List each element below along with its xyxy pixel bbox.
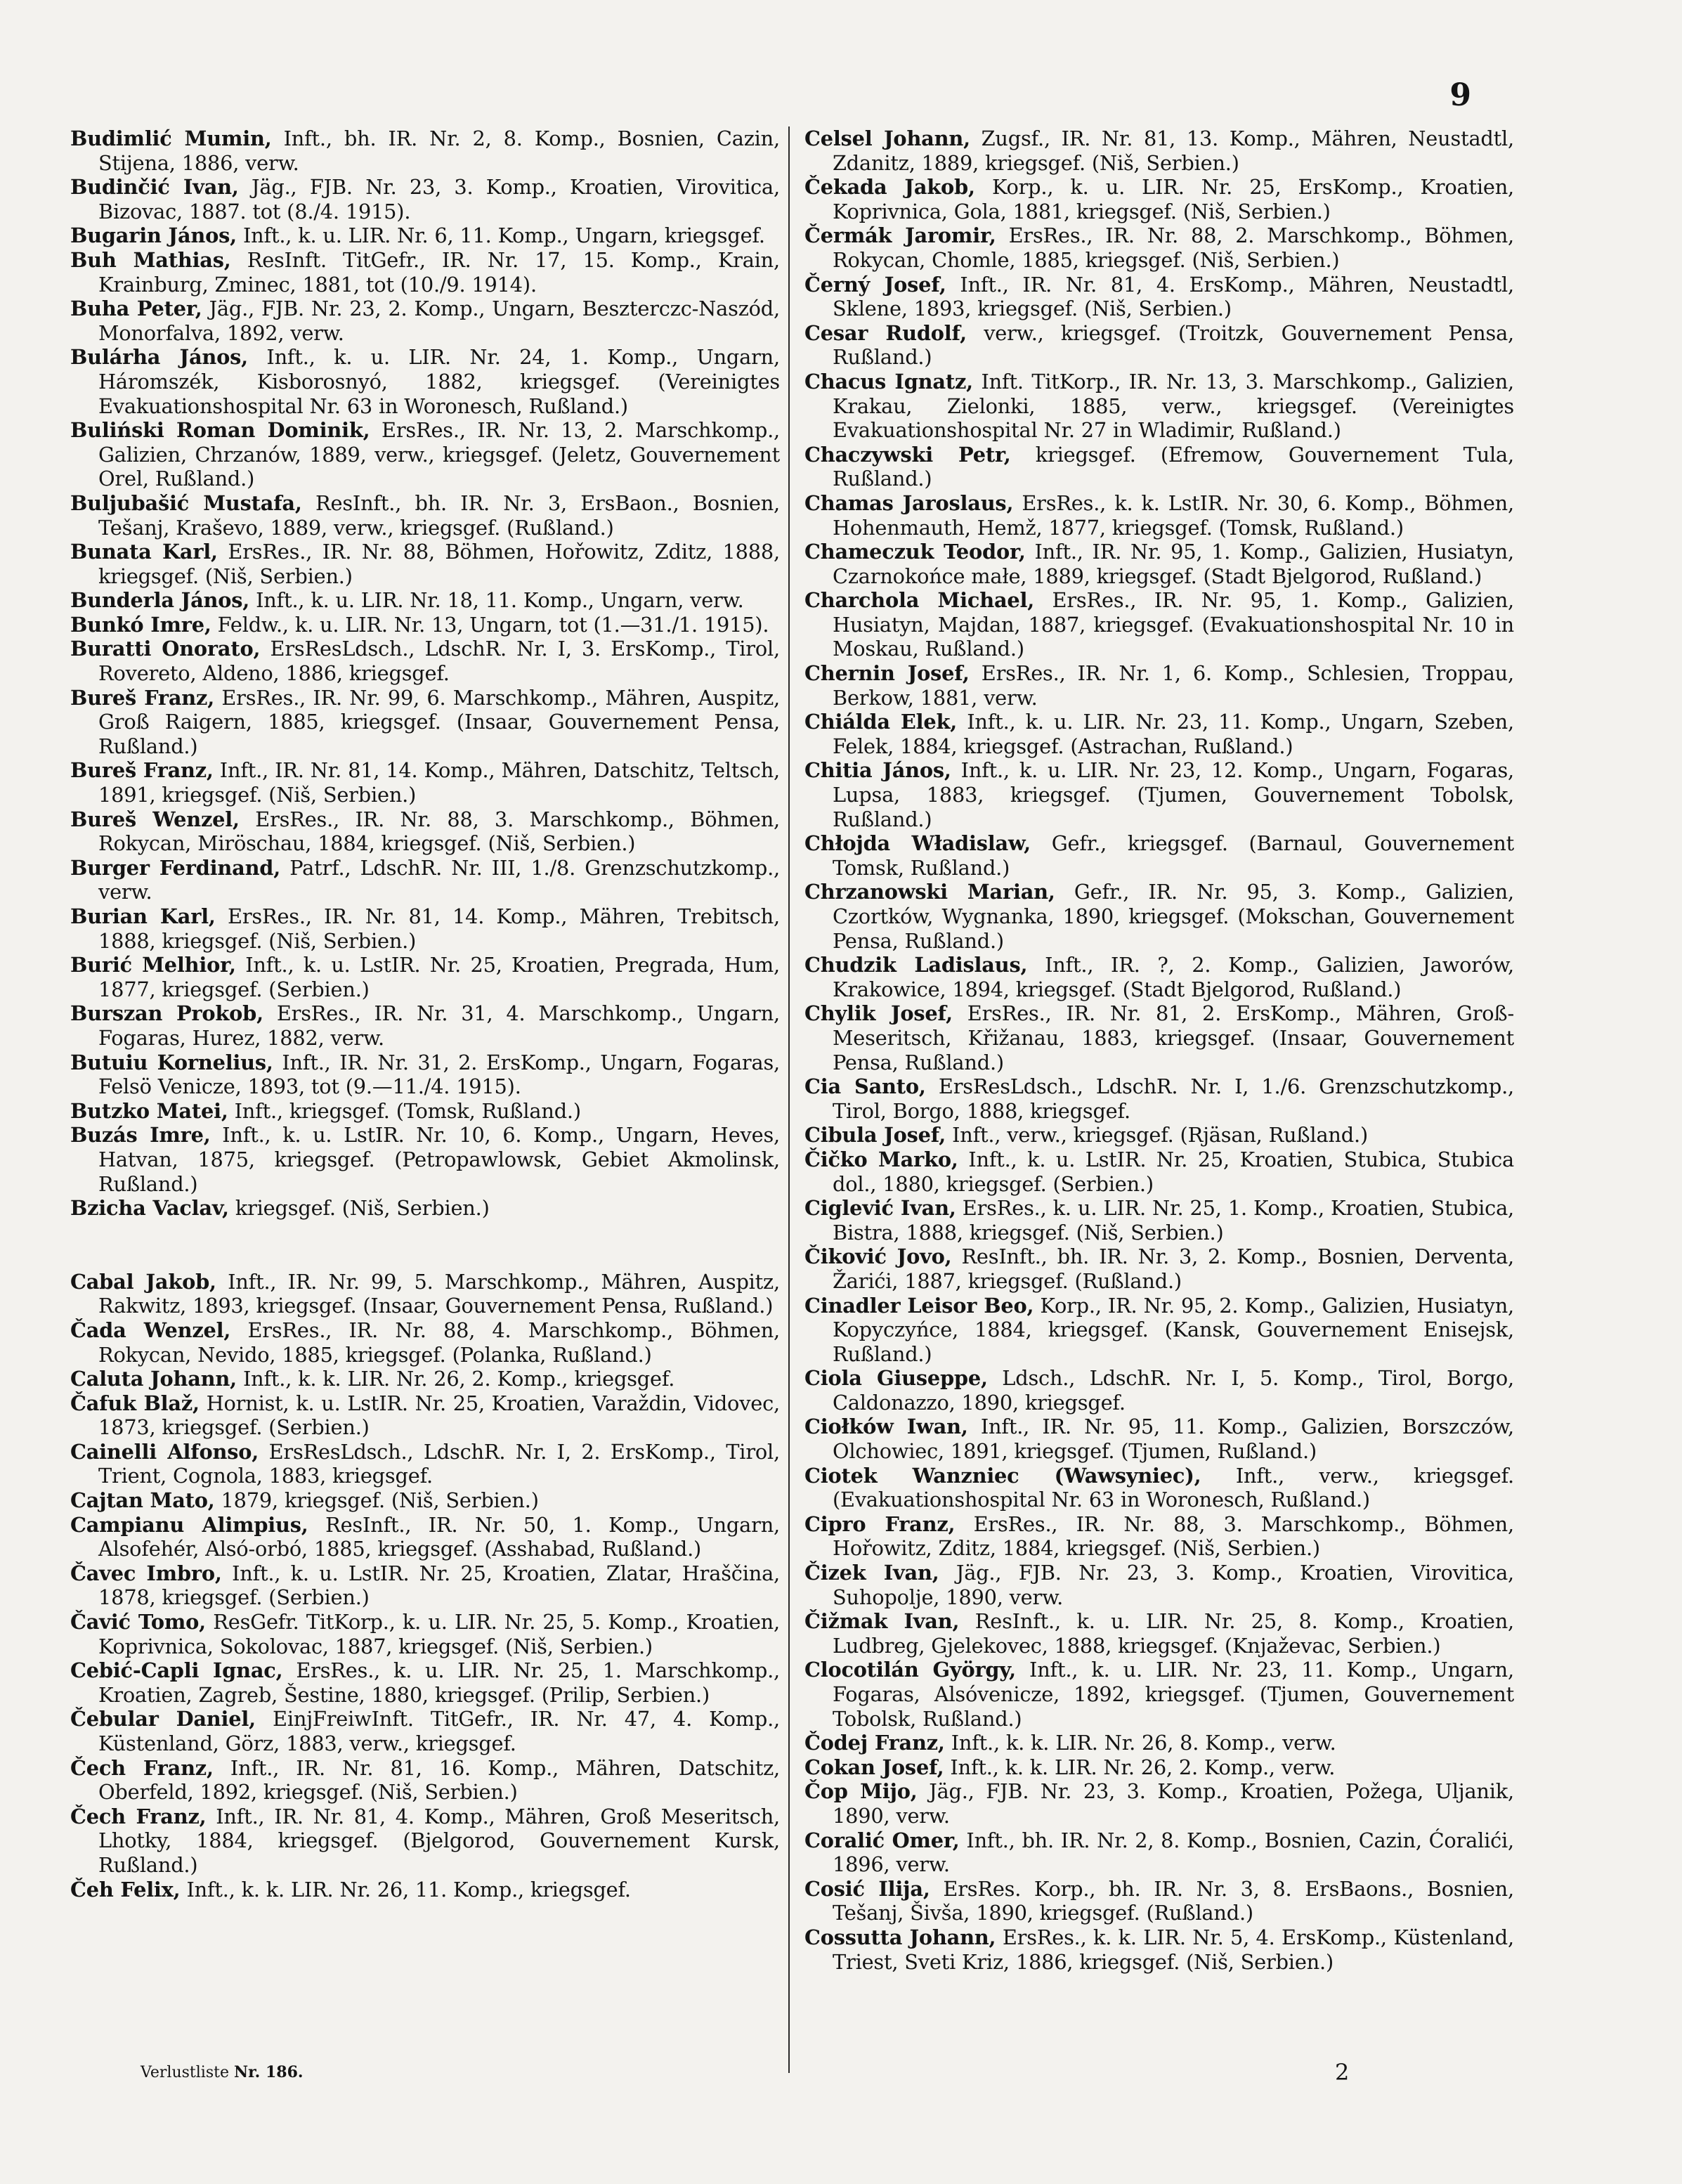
entry-details: ResInft., IR. Nr. 50, 1. Komp., Ungarn, Alsofehér, Alsó-orbó, 1885, kriegsgef. (Asshabad, Rußland.)	[98, 1512, 780, 1561]
entry-details: ErsRes. Korp., bh. IR. Nr. 3, 8. ErsBaons., Bosnien, Tešanj, Šivša, 1890, kriegsgef. (Rußland.)	[833, 1876, 1514, 1925]
list-entry	[70, 248, 780, 297]
entry-name: Čermák Jaromir,	[804, 223, 996, 248]
entry-name: Cibula Josef,	[804, 1123, 946, 1148]
list-entry	[804, 1779, 1514, 1828]
entry-name: Čada Wenzel,	[70, 1318, 231, 1342]
entry-name: Buh Mathias,	[70, 247, 231, 272]
entry-name: Cabal Jakob,	[70, 1269, 216, 1294]
entry-details: ErsRes., IR. Nr. 88, 4. Marschkomp., Böhmen, Rokycan, Nevido, 1885, kriegsgef. (Polanka, Rußland.)	[98, 1318, 781, 1367]
list-entry	[804, 443, 1514, 491]
entry-name: Buzás Imre,	[70, 1123, 211, 1148]
entry-name: Budinčić Ivan,	[70, 175, 239, 200]
entry-details: Inft., bh. IR. Nr. 2, 8. Komp., Bosnien, Cazin, Stijena, 1886, verw.	[98, 126, 780, 175]
entry-name: Čižmak Ivan,	[804, 1609, 960, 1634]
entry-details: ResInft. TitGefr., IR. Nr. 17, 15. Komp., Krain, Krainburg, Zminec, 1881, tot (10./9. 1914).	[98, 247, 780, 297]
entry-name: Burian Karl,	[70, 904, 216, 928]
list-entry	[804, 223, 1514, 272]
list-entry	[70, 588, 780, 613]
entry-name: Clocotilán György,	[804, 1658, 1016, 1682]
entry-name: Cokan Josef,	[804, 1755, 944, 1779]
entry-details: Inft., k. k. LIR. Nr. 26, 11. Komp., kriegsgef.	[186, 1877, 631, 1902]
entry-details: ErsRes., IR. Nr. 13, 2. Marschkomp., Galizien, Chrzanów, 1889, verw., kriegsgef. (Jeletz, Gouvernement Orel, Rußland.)	[98, 418, 781, 491]
entry-details: Inft., k. u. LstIR. Nr. 25, Kroatien, Zlatar, Hraščina, 1878, kriegsgef. (Serbien.)	[98, 1561, 780, 1610]
list-entry	[70, 1318, 780, 1367]
entry-details: Inft., k. u. LstIR. Nr. 25, Kroatien, Stubica, Stubica dol., 1880, kriegsgef. (Serbien.)	[833, 1147, 1514, 1196]
entry-details: Inft., k. u. LIR. Nr. 6, 11. Komp., Ungarn, kriegsgef.	[242, 223, 765, 248]
entry-details: ErsResLdsch., LdschR. Nr. I, 1./6. Grenzschutzkomp., Tirol, Borgo, 1888, kriegsgef.	[833, 1074, 1514, 1123]
list-entry	[70, 126, 780, 175]
entry-name: Bureš Wenzel,	[70, 807, 240, 831]
entry-details: EinjFreiwInft. TitGefr., IR. Nr. 47, 4. Komp., Küstenland, Görz, 1883, verw., kriegsgef.	[98, 1707, 780, 1755]
entry-name: Cebić-Capli Ignac,	[70, 1658, 283, 1683]
entry-name: Chudzik Ladislaus,	[804, 953, 1028, 977]
list-entry	[804, 491, 1514, 540]
entry-details: verw., kriegsgef. (Troitzk, Gouvernement Pensa, Rußland.)	[833, 320, 1514, 370]
list-entry	[804, 1074, 1514, 1123]
list-entry	[804, 1244, 1514, 1293]
list-entry	[804, 1609, 1514, 1658]
entry-name: Čafuk Blaž,	[70, 1391, 200, 1415]
entry-name: Čop Mijo,	[804, 1779, 918, 1804]
entry-details: Inft., verw., kriegsgef. (Rjäsan, Rußland.)	[952, 1123, 1368, 1148]
entry-name: Campianu Alimpius,	[70, 1512, 308, 1537]
list-entry	[804, 126, 1514, 175]
list-entry	[70, 807, 780, 856]
entry-details: Inft., IR. ?, 2. Komp., Galizien, Jaworów, Krakowice, 1894, kriegsgef. (Stadt Bjelgorod, Rußland.)	[833, 953, 1514, 1001]
entry-details: Inft., IR. Nr. 81, 16. Komp., Mähren, Datschitz, Oberfeld, 1892, kriegsgef. (Niš, Serbien.)	[98, 1755, 780, 1805]
list-entry	[70, 1051, 780, 1099]
entry-name: Cia Santo,	[804, 1074, 926, 1099]
footer-issue-number: Nr. 186.	[233, 2063, 304, 2081]
entry-name: Caluta Johann,	[70, 1367, 237, 1391]
entry-details: Inft., IR. Nr. 99, 5. Marschkomp., Mähren, Auspitz, Rakwitz, 1893, kriegsgef. (Insaar, Gouvernement Pensa, Rußland.)	[98, 1269, 780, 1318]
entry-details: Inft., IR. Nr. 95, 11. Komp., Galizien, Borszczów, Olchowiec, 1891, kriegsgef. (Tjumen, Rußland.)	[833, 1415, 1514, 1464]
entry-name: Ciotek Wanzniec (Wawsyniec),	[804, 1463, 1201, 1488]
entry-name: Cosić Ilija,	[804, 1876, 930, 1901]
list-entry	[804, 1755, 1514, 1780]
entry-name: Čech Franz,	[70, 1755, 214, 1780]
list-entry	[70, 297, 780, 345]
list-entry	[70, 904, 780, 953]
entry-name: Čebular Daniel,	[70, 1707, 256, 1731]
list-entry	[70, 491, 780, 540]
entry-details: ErsResLdsch., LdschR. Nr. I, 3. ErsKomp., Tirol, Rovereto, Aldeno, 1886, kriegsgef.	[98, 637, 780, 686]
list-entry	[804, 273, 1514, 321]
list-entry	[804, 710, 1514, 758]
entry-details: Korp., IR. Nr. 95, 2. Komp., Galizien, Husiatyn, Kopyczyńce, 1884, kriegsgef. (Kansk, Gouvernement Enisejsk, Rußland.)	[833, 1293, 1514, 1366]
entry-name: Chłojda Władislaw,	[804, 831, 1031, 856]
entry-name: Burić Melhior,	[70, 953, 236, 977]
list-entry	[804, 370, 1514, 443]
list-entry	[70, 637, 780, 685]
list-entry	[804, 1731, 1514, 1755]
list-entry	[804, 1366, 1514, 1415]
entry-details: Inft., IR. Nr. 81, 4. Komp., Mähren, Groß Meseritsch, Lhotky, 1884, kriegsgef. (Bjelgorod, Gouvernement Kursk, Rußland.)	[98, 1804, 780, 1877]
entry-details: Gefr., kriegsgef. (Barnaul, Gouvernement Tomsk, Rußland.)	[833, 831, 1514, 880]
entry-details: Inft., k. u. LstIR. Nr. 25, Kroatien, Pregrada, Hum, 1877, kriegsgef. (Serbien.)	[98, 953, 780, 1001]
entry-name: Čavić Tomo,	[70, 1610, 206, 1634]
entry-name: Ciglević Ivan,	[804, 1196, 956, 1221]
column-divider	[788, 126, 790, 2073]
list-entry	[70, 1440, 780, 1488]
entry-name: Chernin Josef,	[804, 661, 970, 686]
list-entry	[70, 1878, 780, 1902]
list-entry	[70, 175, 780, 223]
entry-details: Inft., k. u. LIR. Nr. 23, 11. Komp., Ungarn, Szeben, Felek, 1884, kriegsgef. (Astrachan, Rußland.)	[833, 710, 1514, 758]
entry-details: Korp., k. u. LIR. Nr. 25, ErsKomp., Kroatien, Koprivnica, Gola, 1881, kriegsgef. (Niš, Serbien.)	[833, 175, 1514, 223]
section-gap	[70, 1221, 780, 1270]
list-entry	[804, 1123, 1514, 1148]
entry-details: ErsRes., IR. Nr. 88, 2. Marschkomp., Böhmen, Rokycan, Chomle, 1885, kriegsgef. (Niš, Serbien.)	[833, 223, 1514, 272]
entry-name: Bzicha Vaclav,	[70, 1196, 229, 1221]
entry-name: Čech Franz,	[70, 1804, 207, 1828]
entry-details: Inft., kriegsgef. (Tomsk, Rußland.)	[234, 1098, 581, 1123]
entry-name: Chitia János,	[804, 758, 951, 783]
entry-details: Inft., k. k. LIR. Nr. 26, 2. Komp., kriegsgef.	[242, 1367, 675, 1391]
entry-name: Bunkó Imre,	[70, 612, 211, 637]
entry-details: ErsRes., IR. Nr. 99, 6. Marschkomp., Mähren, Auspitz, Groß Raigern, 1885, kriegsgef. (Insaar, Gouvernement Pensa, Rußland.)	[98, 685, 780, 758]
entry-name: Buljubašić Mustafa,	[70, 490, 302, 515]
entry-details: Jäg., FJB. Nr. 23, 2. Komp., Ungarn, Beszterczc-Naszód, Monorfalva, 1892, verw.	[98, 297, 780, 345]
entry-details: Inft., IR. Nr. 81, 14. Komp., Mähren, Datschitz, Teltsch, 1891, kriegsgef. (Niš, Serbien.)	[98, 758, 780, 807]
entry-name: Ciołków Iwan,	[804, 1415, 968, 1439]
list-entry	[804, 1196, 1514, 1244]
list-entry	[70, 953, 780, 1001]
entry-details: ErsRes., IR. Nr. 81, 14. Komp., Mähren, Trebitsch, 1888, kriegsgef. (Niš, Serbien.)	[98, 904, 780, 953]
entry-name: Buliński Roman Dominik,	[70, 418, 370, 443]
list-entry	[70, 1561, 780, 1610]
entry-details: Inft., k. k. LIR. Nr. 26, 2. Komp., verw.	[950, 1755, 1336, 1779]
footer-issue-label: Verlustliste	[141, 2064, 229, 2081]
entry-name: Čavec Imbro,	[70, 1561, 222, 1585]
list-entry	[804, 175, 1514, 223]
entry-details: ErsRes., IR. Nr. 88, 3. Marschkomp., Böhmen, Rokycan, Miröschau, 1884, kriegsgef. (Niš, Serbien.)	[98, 807, 780, 856]
entry-name: Bureš Franz,	[70, 758, 214, 783]
list-entry	[804, 1561, 1514, 1609]
entry-name: Černý Josef,	[804, 272, 946, 297]
entry-name: Celsel Johann,	[804, 126, 970, 150]
entry-name: Cainelli Alfonso,	[70, 1439, 259, 1464]
list-entry	[70, 1658, 780, 1707]
entry-details: Jäg., FJB. Nr. 23, 3. Komp., Kroatien, Požega, Uljanik, 1890, verw.	[833, 1779, 1514, 1828]
entry-name: Bunderla János,	[70, 588, 250, 613]
list-entry	[70, 856, 780, 904]
entry-details: Inft., k. u. LIR. Nr. 24, 1. Komp., Ungarn, Háromszék, Kisborosnyó, 1882, kriegsgef. (Vereinigtes Evakuationshospital Nr. 63 in Woronesch, Rußland.)	[98, 345, 780, 418]
entry-details: ErsRes., IR. Nr. 31, 4. Marschkomp., Ungarn, Fogaras, Hurez, 1882, verw.	[98, 1001, 780, 1050]
entry-name: Ciola Giuseppe,	[804, 1366, 988, 1391]
entry-name: Čizek Ivan,	[804, 1561, 939, 1585]
entry-details: Inft., k. u. LIR. Nr. 18, 11. Komp., Ungarn, verw.	[256, 588, 744, 613]
entry-name: Butzko Matei,	[70, 1098, 228, 1123]
entry-details: Inft., k. k. LIR. Nr. 26, 8. Komp., verw.	[951, 1731, 1336, 1755]
list-entry	[70, 345, 780, 418]
list-entry	[804, 661, 1514, 710]
entry-name: Coralić Omer,	[804, 1828, 960, 1852]
entry-name: Cinadler Leisor Beo,	[804, 1293, 1034, 1318]
entry-details: Zugsf., IR. Nr. 81, 13. Komp., Mähren, Neustadtl, Zdanitz, 1889, kriegsgef. (Niš, Serbien.)	[833, 126, 1514, 175]
list-entry	[804, 588, 1514, 661]
entry-name: Chaczywski Petr,	[804, 442, 1011, 467]
entry-details: Ldsch., LdschR. Nr. I, 5. Komp., Tirol, Borgo, Caldonazzo, 1890, kriegsgef.	[833, 1366, 1514, 1415]
list-entry	[804, 321, 1514, 370]
entry-name: Čekada Jakob,	[804, 175, 975, 200]
entry-details: Jäg., FJB. Nr. 23, 3. Komp., Kroatien, Virovitica, Suhopolje, 1890, verw.	[833, 1561, 1514, 1609]
list-entry	[70, 1610, 780, 1658]
page-number: 9	[1449, 77, 1471, 113]
entry-name: Čodej Franz,	[804, 1731, 945, 1755]
entry-details: Inft., verw., kriegsgef. (Evakuationshospital Nr. 63 in Woronesch, Rußland.)	[833, 1463, 1514, 1512]
entry-details: Inft., k. u. LstIR. Nr. 10, 6. Komp., Ungarn, Heves, Hatvan, 1875, kriegsgef. (Petropawlowsk, Gebiet Akmolinsk, Rußland.)	[98, 1123, 780, 1196]
list-entry	[70, 1513, 780, 1561]
entry-name: Chrzanowski Marian,	[804, 880, 1055, 904]
entry-details: Jäg., FJB. Nr. 23, 3. Komp., Kroatien, Virovitica, Bizovac, 1887. tot (8./4. 1915).	[98, 175, 780, 223]
list-entry	[70, 1001, 780, 1050]
entry-name: Chiálda Elek,	[804, 710, 958, 734]
entry-name: Butuiu Kornelius,	[70, 1050, 273, 1074]
entry-name: Budimlić Mumin,	[70, 126, 272, 150]
list-entry	[804, 1294, 1514, 1367]
entry-name: Cipro Franz,	[804, 1512, 956, 1536]
list-entry	[70, 1196, 780, 1221]
list-entry	[70, 223, 780, 248]
list-entry	[804, 1925, 1514, 1974]
entry-details: ErsRes., IR. Nr. 88, Böhmen, Hořowitz, Zditz, 1888, kriegsgef. (Niš, Serbien.)	[98, 540, 780, 588]
entry-details: Inft., bh. IR. Nr. 2, 8. Komp., Bosnien, Cazin, Ćoralići, 1896, verw.	[833, 1828, 1514, 1877]
entry-name: Burger Ferdinand,	[70, 855, 281, 880]
list-entry	[804, 880, 1514, 953]
entry-details: ErsRes., IR. Nr. 95, 1. Komp., Galizien, Husiatyn, Majdan, 1887, kriegsgef. (Evakuationshospital Nr. 10 in Moskau, Rußland.)	[833, 588, 1514, 661]
entry-details: Feldw., k. u. LIR. Nr. 13, Ungarn, tot (1.—31./1. 1915).	[217, 612, 769, 637]
entry-name: Charchola Michael,	[804, 588, 1035, 613]
entry-details: ResGefr. TitKorp., k. u. LIR. Nr. 25, 5. Komp., Kroatien, Koprivnica, Sokolovac, 1887, kriegsgef. (Niš, Serbien.)	[98, 1610, 780, 1658]
list-entry	[804, 1658, 1514, 1731]
entry-details: ResInft., k. u. LIR. Nr. 25, 8. Komp., Kroatien, Ludbreg, Gjelekovec, 1888, kriegsgef. (Knjaževac, Serbien.)	[833, 1609, 1514, 1658]
list-entry	[804, 1415, 1514, 1463]
entry-name: Čiković Jovo,	[804, 1244, 952, 1269]
list-entry	[804, 1001, 1514, 1074]
list-entry	[70, 540, 780, 588]
entry-name: Chameczuk Teodor,	[804, 540, 1026, 564]
list-entry	[70, 1756, 780, 1805]
entry-name: Chamas Jaroslaus,	[804, 490, 1014, 515]
list-entry	[70, 613, 780, 637]
entry-name: Cajtan Mato,	[70, 1488, 215, 1513]
entry-details: ErsRes., IR. Nr. 81, 2. ErsKomp., Mähren, Groß-Meseritsch, Křižanau, 1883, kriegsgef. (Insaar, Gouvernement Pensa, Rußland.)	[833, 1001, 1514, 1074]
left-column	[70, 126, 780, 1902]
list-entry	[804, 1464, 1514, 1512]
entry-name: Bulárha János,	[70, 345, 248, 370]
entry-details: Inft., IR. Nr. 31, 2. ErsKomp., Ungarn, Fogaras, Felsö Venicze, 1893, tot (9.—11./4. 1915).	[98, 1050, 780, 1099]
list-entry	[804, 758, 1514, 831]
list-entry	[804, 1828, 1514, 1877]
list-entry	[70, 1805, 780, 1878]
entry-details: Inft., IR. Nr. 81, 4. ErsKomp., Mähren, Neustadtl, Sklene, 1893, kriegsgef. (Niš, Serbien.)	[833, 272, 1514, 321]
list-entry	[804, 1148, 1514, 1196]
entry-details: Inft. TitKorp., IR. Nr. 13, 3. Marschkomp., Galizien, Krakau, Zielonki, 1885, verw., kriegsgef. (Vereinigtes Evakuationshospital Nr. 27 in Wladimir, Rußland.)	[833, 369, 1514, 443]
entry-name: Buratti Onorato,	[70, 637, 261, 661]
entry-details: Gefr., IR. Nr. 95, 3. Komp., Galizien, Czortków, Wygnanka, 1890, kriegsgef. (Mokschan, Gouvernement Pensa, Rußland.)	[833, 880, 1514, 953]
entry-name: Čičko Marko,	[804, 1147, 958, 1171]
entry-details: ResInft., bh. IR. Nr. 3, ErsBaon., Bosnien, Tešanj, Kraševo, 1889, verw., kriegsgef. (Rußland.)	[98, 490, 780, 540]
entry-details: ErsRes., k. u. LIR. Nr. 25, 1. Marschkomp., Kroatien, Zagreb, Šestine, 1880, kriegsgef. (Prilip, Serbien.)	[98, 1658, 780, 1707]
list-entry	[70, 686, 780, 759]
entry-details: Hornist, k. u. LstIR. Nr. 25, Kroatien, Varaždin, Vidovec, 1873, kriegsgef. (Serbien.)	[98, 1391, 780, 1440]
entry-name: Chylik Josef,	[804, 1001, 953, 1026]
footer-issue	[141, 2063, 304, 2081]
entry-details: Inft., k. u. LIR. Nr. 23, 12. Komp., Ungarn, Fogaras, Lupsa, 1883, kriegsgef. (Tjumen, Gouvernement Tobolsk, Rußland.)	[833, 758, 1514, 831]
list-entry	[804, 953, 1514, 1001]
entry-name: Bugarin János,	[70, 223, 237, 248]
entry-name: Burszan Prokob,	[70, 1001, 263, 1026]
entry-details: ErsResLdsch., LdschR. Nr. I, 2. ErsKomp., Tirol, Trient, Cognola, 1883, kriegsgef.	[98, 1439, 780, 1488]
entry-details: ErsRes., IR. Nr. 88, 3. Marschkomp., Böhmen, Hořowitz, Zditz, 1884, kriegsgef. (Niš, Serbien.)	[833, 1512, 1514, 1561]
list-entry	[70, 1270, 780, 1318]
list-entry	[70, 758, 780, 807]
entry-name: Cesar Rudolf,	[804, 320, 967, 345]
entry-name: Buha Peter,	[70, 297, 202, 321]
entry-details: ResInft., bh. IR. Nr. 3, 2. Komp., Bosnien, Derventa, Žarići, 1887, kriegsgef. (Rußland.)	[833, 1244, 1514, 1293]
entry-details: kriegsgef. (Niš, Serbien.)	[235, 1196, 490, 1221]
list-entry	[804, 831, 1514, 880]
entry-details: ErsRes., k. u. LIR. Nr. 25, 1. Komp., Kroatien, Stubica, Bistra, 1888, kriegsgef. (Niš, Serbien.)	[833, 1196, 1514, 1244]
entry-details: ErsRes., k. k. LstIR. Nr. 30, 6. Komp., Böhmen, Hohenmauth, Hemž, 1877, kriegsgef. (Tomsk, Rußland.)	[833, 490, 1514, 540]
entry-details: ErsRes., k. k. LIR. Nr. 5, 4. ErsKomp., Küstenland, Triest, Sveti Kriz, 1886, kriegsgef. (Niš, Serbien.)	[833, 1925, 1514, 1974]
entry-name: Bunata Karl,	[70, 540, 218, 564]
entry-name: Bureš Franz,	[70, 685, 215, 710]
entry-name: Cossutta Johann,	[804, 1925, 996, 1949]
entry-details: 1879, kriegsgef. (Niš, Serbien.)	[221, 1488, 539, 1513]
list-entry	[70, 1367, 780, 1391]
list-entry	[70, 1488, 780, 1513]
list-entry	[804, 1877, 1514, 1925]
list-entry	[70, 1123, 780, 1196]
entry-details: kriegsgef. (Efremow, Gouvernement Tula, Rußland.)	[833, 442, 1514, 491]
list-entry	[70, 1391, 780, 1440]
entry-details: ErsRes., IR. Nr. 1, 6. Komp., Schlesien, Troppau, Berkow, 1881, verw.	[833, 661, 1514, 710]
right-column	[804, 126, 1514, 1974]
list-entry	[804, 540, 1514, 588]
list-entry	[804, 1512, 1514, 1561]
list-entry	[70, 418, 780, 491]
entry-details: Inft., IR. Nr. 95, 1. Komp., Galizien, Husiatyn, Czarnokońce małe, 1889, kriegsgef. (Stadt Bjelgorod, Rußland.)	[833, 540, 1514, 588]
list-entry	[70, 1707, 780, 1755]
footer-signature-mark: 2	[1335, 2059, 1350, 2086]
entry-name: Chacus Ignatz,	[804, 369, 973, 394]
entry-name: Čeh Felix,	[70, 1877, 181, 1902]
entry-details: Patrf., LdschR. Nr. III, 1./8. Grenzschutzkomp., verw.	[98, 855, 780, 904]
entry-details: Inft., k. u. LIR. Nr. 23, 11. Komp., Ungarn, Fogaras, Alsóvenicze, 1892, kriegsgef. (Tjumen, Gouvernement Tobolsk, Rußland.)	[833, 1658, 1514, 1731]
list-entry	[70, 1099, 780, 1124]
